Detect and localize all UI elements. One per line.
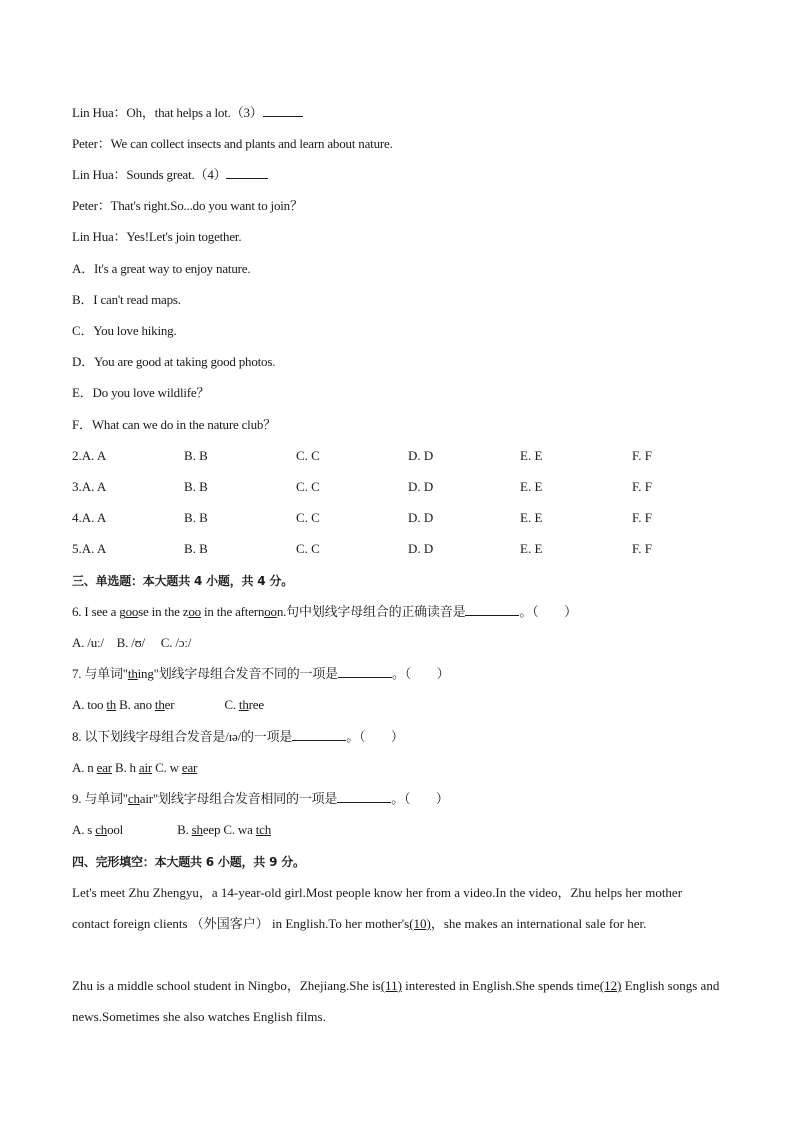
- question-text: in the aftern: [200, 604, 265, 619]
- question-6: [72, 603, 577, 621]
- choice-c[interactable]: C. C: [296, 510, 320, 525]
- option-a: A. s: [72, 822, 96, 837]
- question-text: 。（ ）: [346, 729, 404, 744]
- option-a: A．It's a great way to enjoy nature.: [72, 261, 251, 276]
- choice-f[interactable]: F. F: [632, 541, 652, 556]
- underlined-letters: sh: [191, 822, 203, 837]
- question-number: 2.: [72, 448, 82, 463]
- answer-blank: [226, 166, 268, 179]
- question-text: air"划线字母组合发音相同的一项是: [139, 791, 338, 806]
- question-text: 8. 以下划线字母组合发音是/ɪə/的一项是: [72, 729, 293, 744]
- choice-d[interactable]: D. D: [408, 541, 434, 556]
- option-c-rest: ree: [248, 697, 264, 712]
- choice-f[interactable]: F. F: [632, 510, 652, 525]
- option-e: E．Do you love wildlife？: [72, 385, 210, 400]
- option-c: C.: [224, 697, 239, 712]
- option-c: C. w: [152, 760, 182, 775]
- choice-c[interactable]: C. C: [296, 541, 320, 556]
- answer-blank: [292, 728, 346, 741]
- dialogue-text: Yes!Let's join together.: [126, 229, 242, 244]
- question-number: 5.: [72, 541, 82, 556]
- question-text: 。（ ）: [391, 666, 450, 681]
- dialogue-text: Oh，that helps a lot.（3）: [126, 105, 263, 120]
- paragraph-text: Let's meet Zhu Zhengyu，a 14-year-old girl.Most people know her from a video.In the video，Zhu helps her mother contact foreign clients （外国客户） in English.To her mother's: [72, 885, 683, 931]
- underlined-letters: air: [138, 760, 153, 775]
- option-a: A. too: [72, 697, 107, 712]
- choice-e[interactable]: E. E: [520, 541, 543, 556]
- question-9: [72, 790, 449, 808]
- option-b: B.: [177, 822, 192, 837]
- question-text: 7. 与单词": [72, 666, 128, 681]
- choice-a[interactable]: A. A: [81, 448, 107, 463]
- cloze-paragraph-1: [72, 877, 722, 939]
- option-a-rest: ool: [107, 822, 124, 837]
- option-b: B．I can't read maps.: [72, 292, 181, 307]
- dialogue-text: We can collect insects and plants and learn about nature.: [110, 136, 393, 151]
- dialogue-text: Sounds great.（4）: [126, 167, 227, 182]
- question-number: 4.: [72, 510, 82, 525]
- blank-number: (11): [380, 978, 402, 993]
- underlined-letters: oo: [188, 604, 201, 619]
- underlined-letters: ear: [96, 760, 112, 775]
- choice-c[interactable]: C. C: [296, 448, 320, 463]
- option-d: D．You are good at taking good photos.: [72, 354, 276, 369]
- question-number: 3.: [72, 479, 82, 494]
- answer-blank: [338, 665, 392, 678]
- underlined-letters: tch: [255, 822, 272, 837]
- underlined-letters: oo: [125, 604, 139, 619]
- question-text: 。（ ）: [391, 791, 449, 806]
- choice-f[interactable]: F. F: [632, 448, 652, 463]
- choice-e[interactable]: E. E: [520, 479, 543, 494]
- option-c: C．You love hiking.: [72, 323, 177, 338]
- choice-c[interactable]: C. C: [296, 479, 320, 494]
- dialogue-line-1: [72, 104, 303, 122]
- choice-a[interactable]: A. A: [81, 541, 107, 556]
- option-c: C. wa: [220, 822, 256, 837]
- underlined-letters: th: [127, 666, 138, 681]
- speaker: Lin Hua：: [72, 167, 127, 182]
- answer-blank: [465, 603, 519, 616]
- choice-f[interactable]: F. F: [632, 479, 652, 494]
- dialogue-line-5: [72, 228, 241, 246]
- question-9-options: [72, 821, 271, 839]
- answer-blank: [337, 790, 391, 803]
- question-7-options: [72, 696, 264, 714]
- question-text: se in the z: [138, 604, 189, 619]
- blank-number: (12): [599, 978, 622, 993]
- question-7: [72, 665, 449, 683]
- underlined-letters: ear: [181, 760, 198, 775]
- option-b-rest: eep: [202, 822, 221, 837]
- speaker: Lin Hua：: [72, 229, 127, 244]
- choice-e[interactable]: E. E: [520, 510, 543, 525]
- option-a: A. n: [72, 760, 97, 775]
- cloze-paragraph-2: [72, 970, 722, 1032]
- question-text: 。（ ）: [519, 604, 577, 619]
- choice-d[interactable]: D. D: [408, 479, 434, 494]
- option-f: F．What can we do in the nature club？: [72, 417, 276, 432]
- underlined-letters: ch: [95, 822, 108, 837]
- choice-a[interactable]: A. A: [81, 479, 107, 494]
- option-b: B. ano: [116, 697, 155, 712]
- choice-b[interactable]: B. B: [184, 479, 208, 494]
- option-b-rest: er: [164, 697, 175, 712]
- dialogue-text: That's right.So...do you want to join？: [110, 198, 303, 213]
- paragraph-text: ，she makes an international sale for her.: [430, 916, 647, 931]
- answer-blank: [263, 104, 303, 117]
- dialogue-line-3: [72, 166, 268, 184]
- choice-d[interactable]: D. D: [408, 510, 434, 525]
- question-text: n.句中划线字母组合的正确读音是: [276, 604, 466, 619]
- section-heading: 三、单选题：本大题共 4 小题，共 4 分。: [72, 574, 294, 588]
- choice-b[interactable]: B. B: [184, 448, 208, 463]
- choice-d[interactable]: D. D: [408, 448, 434, 463]
- underlined-letters: oo: [264, 604, 277, 619]
- blank-number: (10): [409, 916, 431, 931]
- question-8-options: [72, 759, 197, 777]
- dialogue-line-4: [72, 197, 303, 215]
- dialogue-line-2: [72, 135, 393, 153]
- underlined-letters: th: [106, 697, 117, 712]
- choice-b[interactable]: B. B: [184, 541, 208, 556]
- underlined-letters: th: [238, 697, 249, 712]
- paragraph-text: interested in English.She spends time: [401, 978, 600, 993]
- speaker: Peter：: [72, 136, 111, 151]
- choice-e[interactable]: E. E: [520, 448, 543, 463]
- question-8: [72, 728, 404, 746]
- option-b: B. h: [111, 760, 139, 775]
- section-heading: 四、完形填空：本大题共 6 小题，共 9 分。: [72, 855, 305, 869]
- question-text: 9. 与单词": [72, 791, 128, 806]
- choice-a[interactable]: A. A: [81, 510, 107, 525]
- paragraph-text: Zhu is a middle school student in Ningbo，Zhejiang.She is: [72, 978, 381, 993]
- question-text: ing"划线字母组合发音不同的一项是: [137, 666, 338, 681]
- question-text: 6. I see a g: [72, 604, 126, 619]
- paragraph-text: English songs and news.Sometimes she also watches English films.: [72, 978, 720, 1024]
- question-6-options: A. /uː/ B. /ʊ/ C. /ɔː/: [72, 635, 192, 650]
- speaker: Lin Hua：: [72, 105, 127, 120]
- underlined-letters: th: [154, 697, 165, 712]
- choice-b[interactable]: B. B: [184, 510, 208, 525]
- underlined-letters: ch: [127, 791, 140, 806]
- speaker: Peter：: [72, 198, 111, 213]
